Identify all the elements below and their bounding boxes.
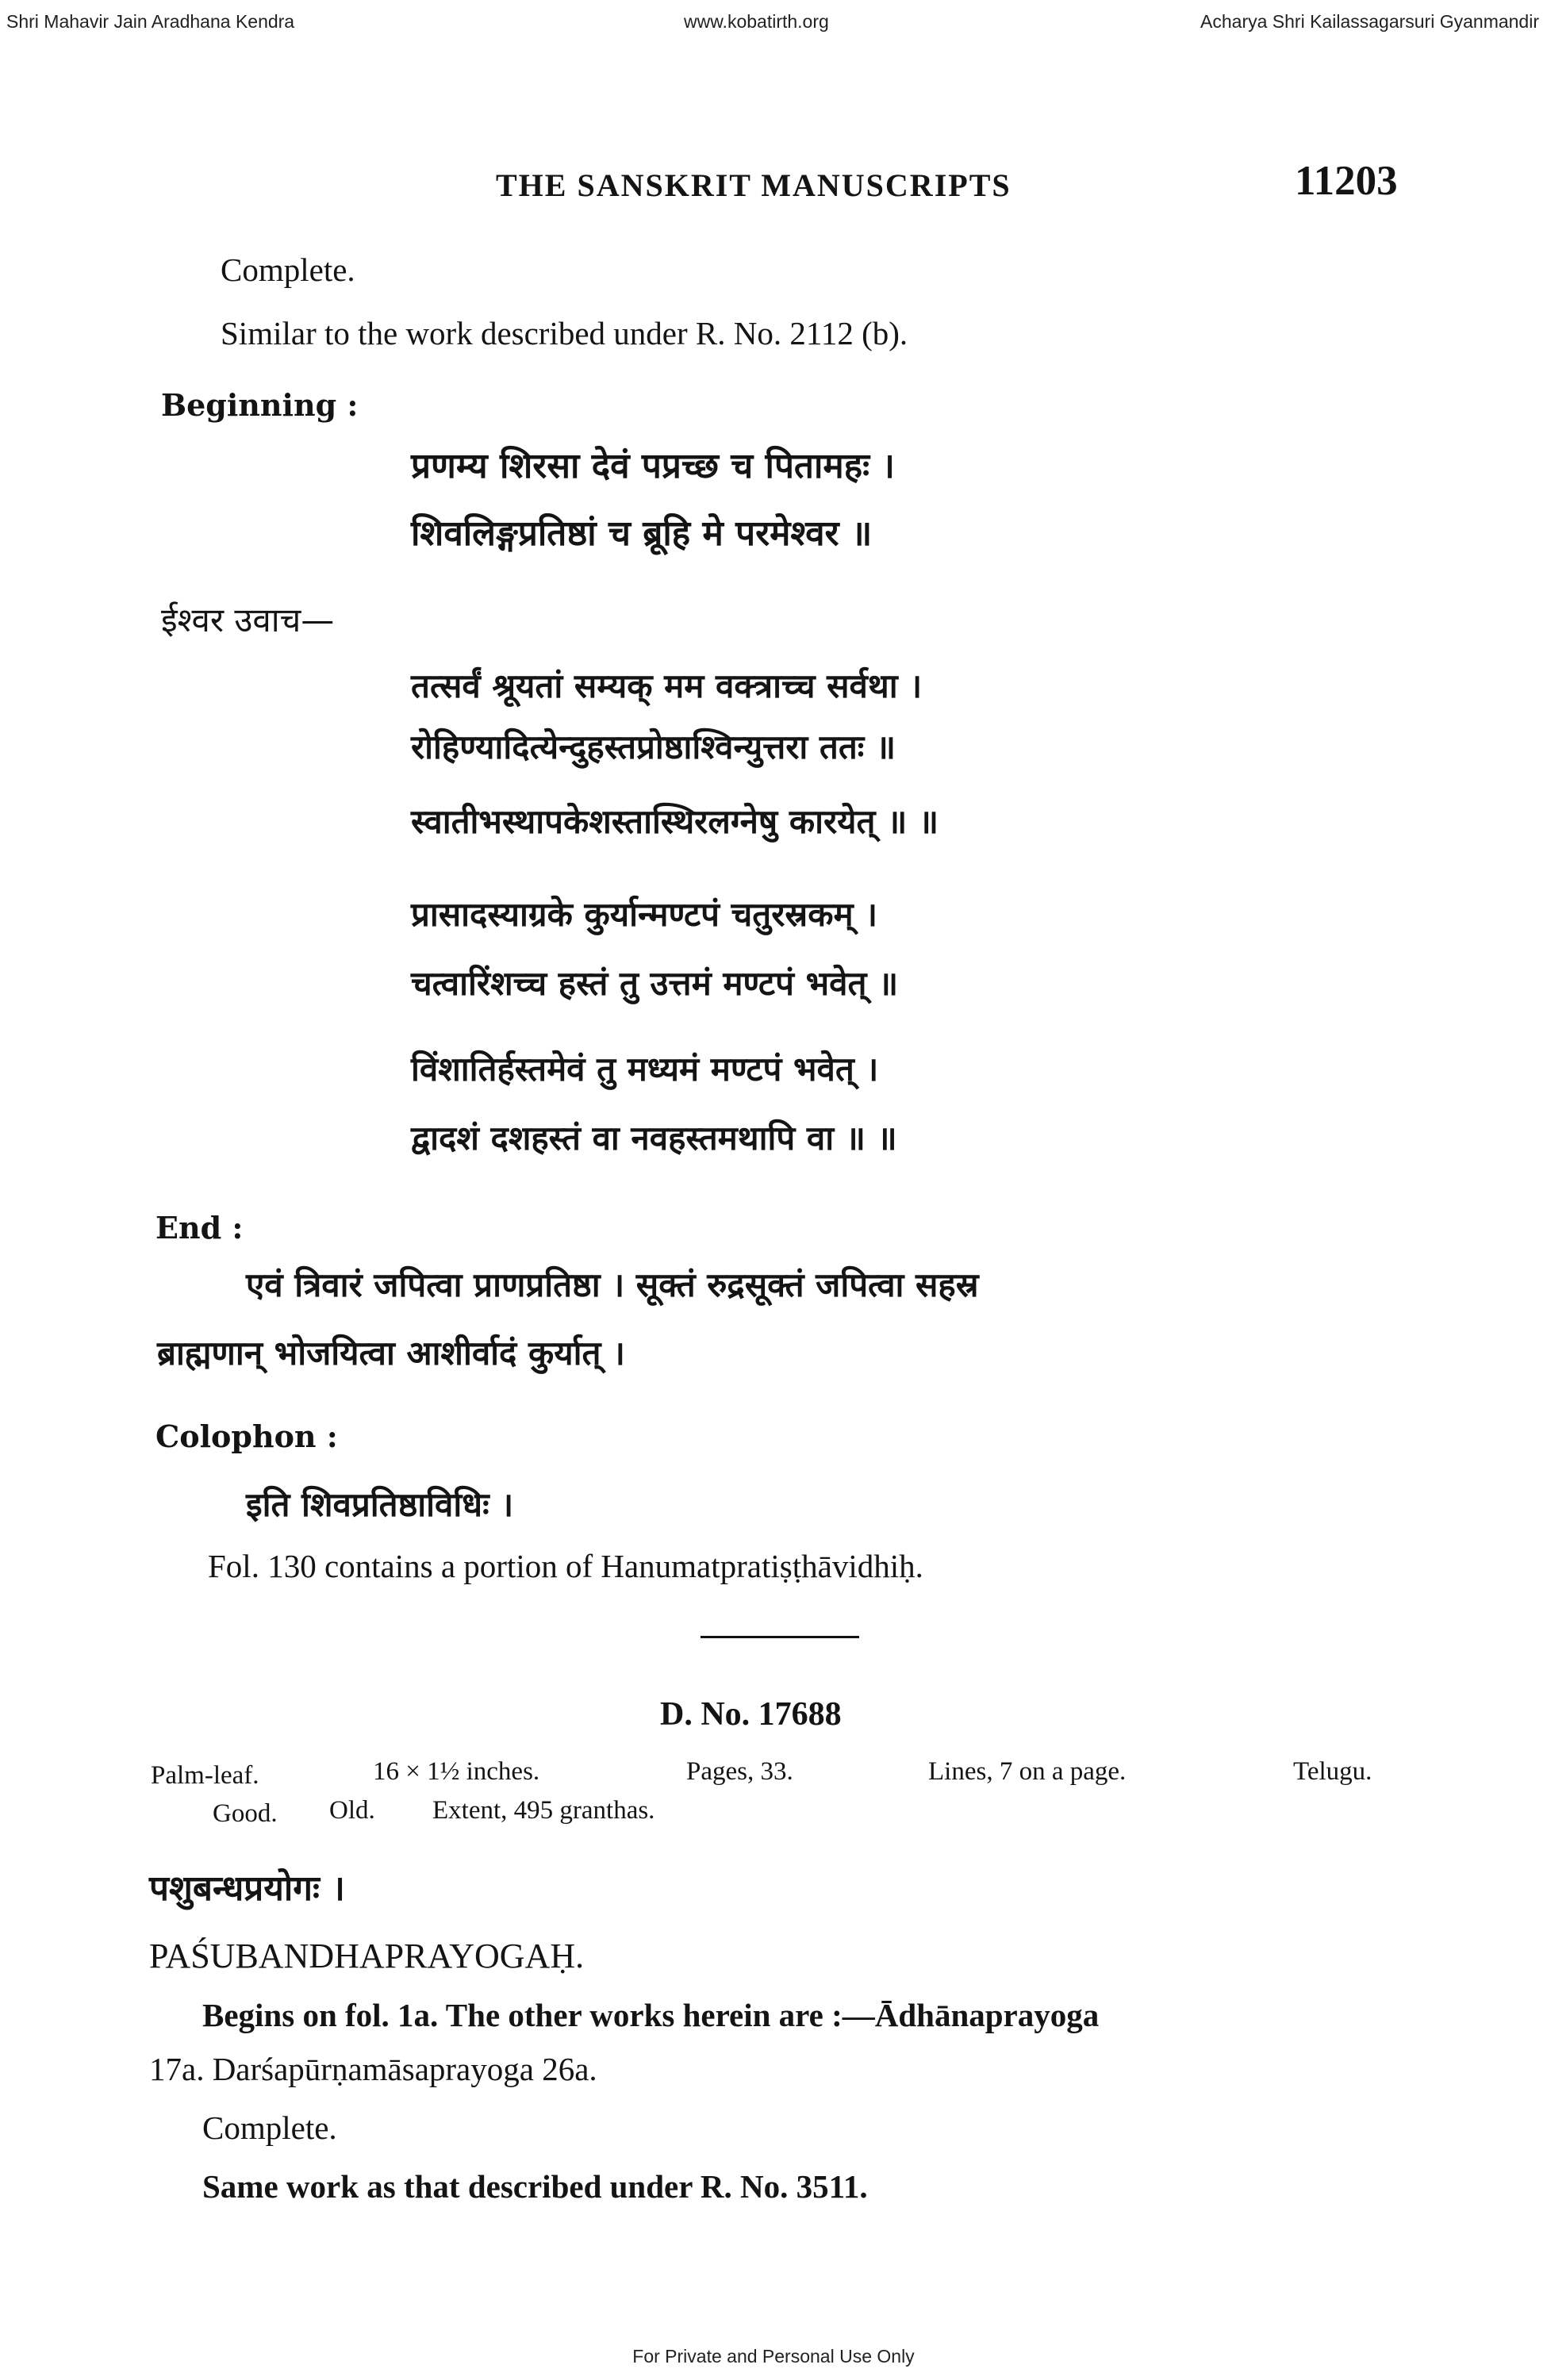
entry1-status: Complete. xyxy=(221,251,355,288)
section-divider xyxy=(701,1636,859,1638)
verse3-line-1: विंशातिर्हस्तमेवं तु मध्यमं मण्टपं भवेत् । xyxy=(411,1050,879,1088)
verse1-line-2: रोहिण्यादित्येन्दुहस्तप्रोष्ठाश्विन्युत्तरा ततः ॥ xyxy=(411,727,896,766)
end-line-2: ब्राह्मणान् भोजयित्वा आशीर्वादं कुर्यात् । xyxy=(157,1334,625,1372)
page-number: 11203 xyxy=(1295,158,1398,204)
header-left-text: Shri Mahavir Jain Aradhana Kendra xyxy=(6,11,295,32)
verse2-line-1: प्रासादस्याग्रके कुर्यान्मण्टपं चतुरस्रकम् । xyxy=(411,895,878,934)
meta-pages: Pages, 33. xyxy=(686,1757,793,1786)
meta-extent: Extent, 495 granthas. xyxy=(432,1796,655,1825)
meta-material: Palm-leaf. xyxy=(151,1761,259,1790)
entry1-similar-note: Similar to the work described under R. No. 2112 (b). xyxy=(221,315,908,351)
begins-line-2: 17a. Darśapūrṇamāsaprayoga 26a. xyxy=(149,2051,597,2087)
end-label: End : xyxy=(155,1210,244,1246)
fol-note: Fol. 130 contains a portion of Hanumatpratiṣṭhāvidhiḥ. xyxy=(208,1548,923,1584)
verse1-line-1: तत्सर्वं श्रूयतां सम्यक् मम वक्त्राच्च सर्वथा । xyxy=(411,666,923,705)
meta-age: Old. xyxy=(329,1796,375,1825)
title-roman: PAŚUBANDHAPRAYOGAḤ. xyxy=(149,1937,585,1975)
running-head-title: THE SANSKRIT MANUSCRIPTS xyxy=(496,167,1012,203)
beginning-line-2: शिवलिङ्गप्रतिष्ठां च ब्रूहि मे परमेश्वर ॥ xyxy=(411,513,873,554)
entry2-same-work: Same work as that described under R. No. 3511. xyxy=(202,2168,868,2205)
colophon-label: Colophon : xyxy=(155,1418,338,1454)
colophon-line: इति शिवप्रतिष्ठाविधिः । xyxy=(246,1485,514,1524)
verse3-line-2: द्वादशं दशहस्तं वा नवहस्तमथापि वा ॥ ॥ xyxy=(411,1119,897,1157)
header-right-text: Acharya Shri Kailassagarsuri Gyanmandir xyxy=(1200,11,1539,32)
verse1-line-3: स्वातीभस्थापकेशस्तास्थिरलग्नेषु कारयेत् ॥ ॥ xyxy=(411,802,939,841)
end-line-1: एवं त्रिवारं जपित्वा प्राणप्रतिष्ठा । सूक्तं रुद्रसूक्तं जपित्वा सहस्र xyxy=(246,1265,979,1304)
begins-line-1: Begins on fol. 1a. The other works herein are :—Ādhānaprayoga xyxy=(202,1997,1100,2033)
meta-size: 16 × 1½ inches. xyxy=(373,1757,540,1786)
entry2-status: Complete. xyxy=(202,2109,337,2146)
speaker-line: ईश्वर उवाच— xyxy=(161,601,335,639)
footer-text: For Private and Personal Use Only xyxy=(632,2346,915,2367)
descriptive-number: D. No. 17688 xyxy=(660,1696,842,1733)
title-devanagari: पशुबन्धप्रयोगः । xyxy=(149,1868,345,1909)
beginning-line-1: प्रणम्य शिरसा देवं पप्रच्छ च पितामहः । xyxy=(411,446,895,486)
meta-lines: Lines, 7 on a page. xyxy=(928,1757,1127,1786)
meta-condition: Good. xyxy=(213,1799,278,1828)
header-center-url: www.kobatirth.org xyxy=(684,11,829,32)
verse2-line-2: चत्वारिंशच्च हस्तं तु उत्तमं मण्टपं भवेत् ॥ xyxy=(411,964,899,1003)
beginning-label: Beginning : xyxy=(161,387,359,423)
meta-script: Telugu. xyxy=(1293,1757,1372,1786)
